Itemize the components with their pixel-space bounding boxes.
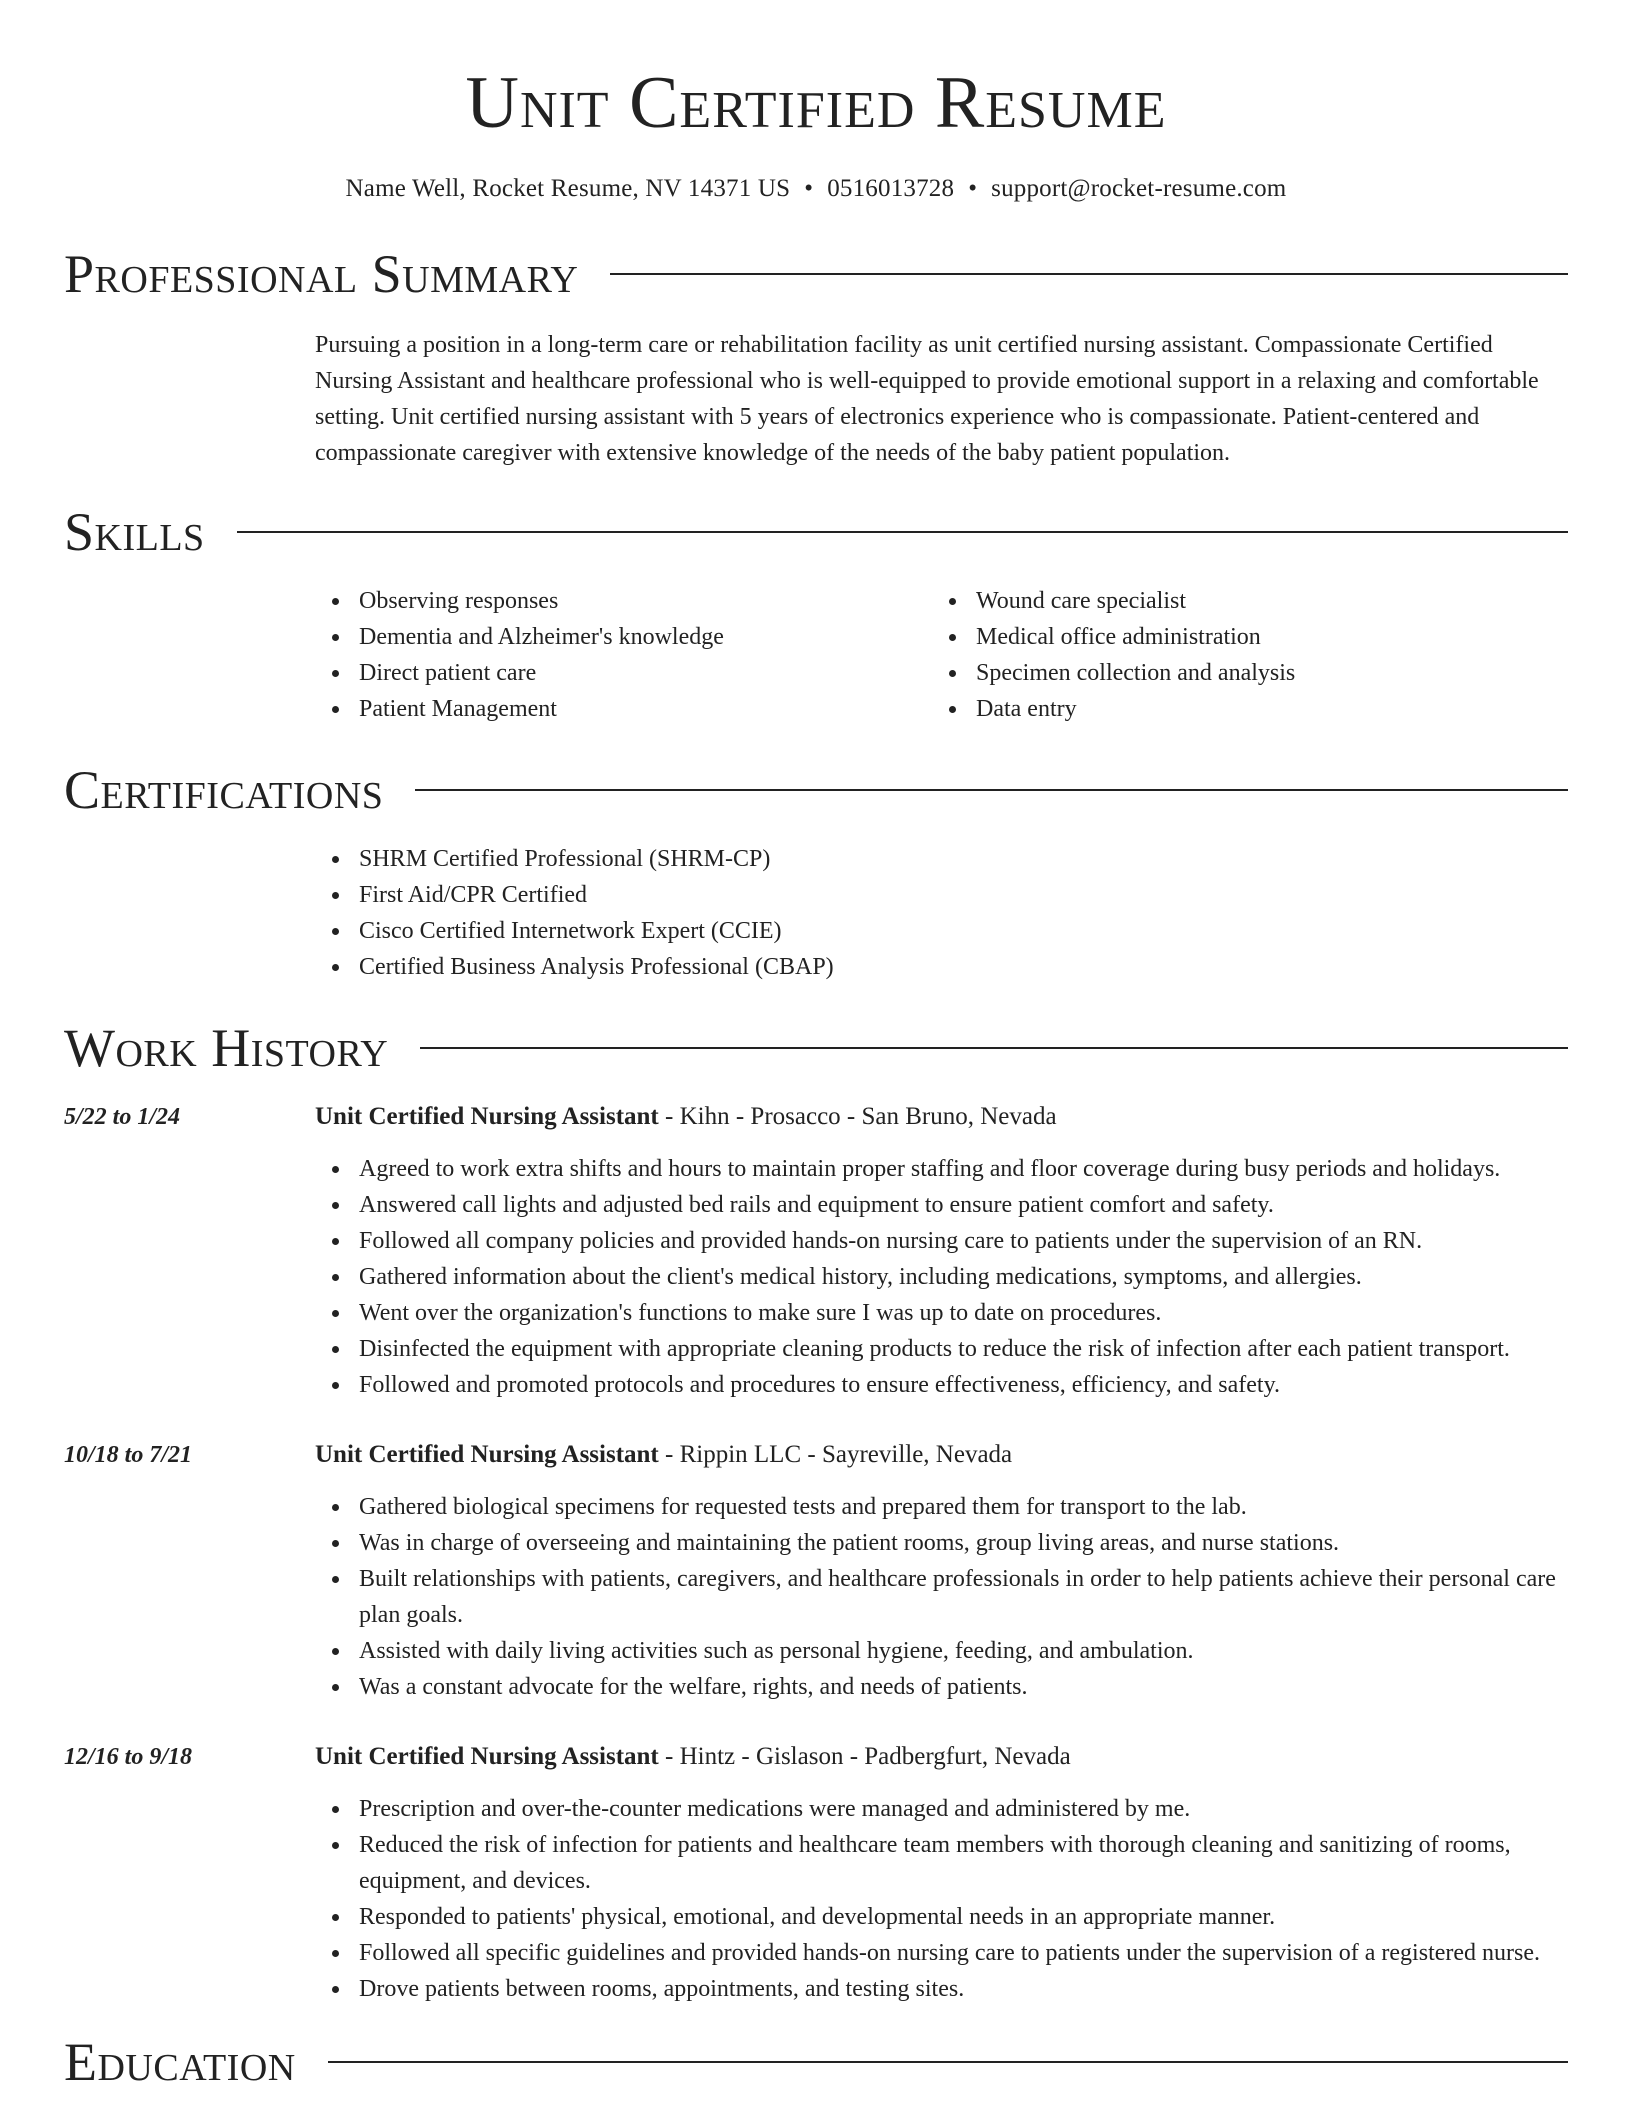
certifications-content: [315, 841, 1568, 985]
job-bullet: Assisted with daily living activities such as personal hygiene, feeding, and ambulation.: [315, 1633, 1568, 1669]
job-dates: 5/22 to 1/24: [64, 1104, 181, 1130]
contact-separator: •: [968, 175, 978, 202]
job-bullet: Was in charge of overseeing and maintaining the patient rooms, group living areas, and nurse stations.: [315, 1525, 1568, 1561]
section-skills-heading: Skills: [64, 502, 205, 562]
contact-email: support@rocket-resume.com: [991, 175, 1287, 202]
skill-item: Observing responses: [315, 583, 932, 619]
skill-item: Wound care specialist: [932, 583, 1549, 619]
skill-item: Medical office administration: [932, 619, 1549, 655]
job-bullet: Prescription and over-the-counter medications were managed and administered by me.: [315, 1791, 1568, 1827]
job-title-line: [315, 1099, 1568, 1135]
job-bullet: Followed all company policies and provided hands-on nursing care to patients under the supervision of an RN.: [315, 1223, 1568, 1259]
job-bullet: Gathered information about the client's medical history, including medications, symptoms, and allergies.: [315, 1259, 1568, 1295]
job-bullet: Built relationships with patients, caregivers, and healthcare professionals in order to help patients achieve their personal care plan goals.: [315, 1561, 1568, 1633]
section-divider: [420, 1047, 1568, 1049]
resume-title: Unit Certified Resume: [465, 62, 1167, 144]
certification-item: SHRM Certified Professional (SHRM-CP): [315, 841, 1568, 877]
job-bullets: [315, 1151, 1568, 1403]
section-divider: [415, 789, 1568, 791]
skill-item: Patient Management: [315, 691, 932, 727]
job-bullet: Drove patients between rooms, appointments, and testing sites.: [315, 1971, 1568, 2007]
section-education-heading: Education: [64, 2032, 296, 2092]
job-title-line: [315, 1437, 1568, 1473]
job-bullet: Followed and promoted protocols and procedures to ensure effectiveness, efficiency, and safety.: [315, 1367, 1568, 1403]
job-entry: [64, 1739, 1568, 2007]
contact-phone: 0516013728: [827, 175, 955, 202]
skills-list-left: [315, 583, 932, 727]
summary-text: Pursuing a position in a long-term care or rehabilitation facility as unit certified nursing assistant. Compassionate Certified Nursing Assistant and healthcare professional who is well-equipped to provide emotional support in a relaxing and comfortable setting. Unit certified nursing assistant with 5 years of electronics experience who is compassionate. Patient-centered and compassionate caregiver with extensive knowledge of the needs of the baby patient population.: [315, 332, 1539, 466]
job-body: [315, 1099, 1568, 1403]
skill-item: Dementia and Alzheimer's knowledge: [315, 619, 932, 655]
resume-page: [64, 0, 1568, 2097]
job-dates: 12/16 to 9/18: [64, 1744, 193, 1770]
job-bullet: Answered call lights and adjusted bed rails and equipment to ensure patient comfort and safety.: [315, 1187, 1568, 1223]
job-body: [315, 1437, 1568, 1705]
certification-item: Cisco Certified Internetwork Expert (CCIE): [315, 913, 1568, 949]
section-work-heading: Work History: [64, 1018, 389, 1078]
certification-item: Certified Business Analysis Professional (CBAP): [315, 949, 1568, 985]
job-entry: [64, 1099, 1568, 1403]
section-divider: [328, 2061, 1568, 2063]
job-dates: 10/18 to 7/21: [64, 1442, 193, 1468]
job-employer: - Kihn - Prosacco - San Bruno, Nevada: [658, 1103, 1057, 1130]
section-education-header: [64, 2027, 1568, 2097]
section-work-header: [64, 1013, 1568, 1083]
job-bullets: [315, 1791, 1568, 2007]
job-role: Unit Certified Nursing Assistant: [315, 1743, 659, 1770]
section-divider: [237, 531, 1568, 533]
job-body: [315, 1739, 1568, 2007]
certification-item: First Aid/CPR Certified: [315, 877, 1568, 913]
job-employer: - Hintz - Gislason - Padbergfurt, Nevada: [658, 1743, 1071, 1770]
contact-line: [64, 172, 1568, 206]
certifications-list: [315, 841, 1568, 985]
skill-item: Data entry: [932, 691, 1549, 727]
section-certifications-heading: Certifications: [64, 760, 384, 820]
skills-grid: [315, 583, 1568, 727]
section-summary-header: [64, 239, 1568, 309]
job-bullet: Followed all specific guidelines and provided hands-on nursing care to patients under the supervision of a registered nurse.: [315, 1935, 1568, 1971]
job-bullet: Agreed to work extra shifts and hours to maintain proper staffing and floor coverage during busy periods and holidays.: [315, 1151, 1568, 1187]
skill-item: Specimen collection and analysis: [932, 655, 1549, 691]
job-role: Unit Certified Nursing Assistant: [315, 1441, 659, 1468]
section-divider: [610, 273, 1568, 275]
skill-item: Direct patient care: [315, 655, 932, 691]
job-bullet: Responded to patients' physical, emotional, and developmental needs in an appropriate manner.: [315, 1899, 1568, 1935]
section-summary-heading: Professional Summary: [64, 244, 579, 304]
job-bullets: [315, 1489, 1568, 1705]
job-bullet: Disinfected the equipment with appropriate cleaning products to reduce the risk of infection after each patient transport.: [315, 1331, 1568, 1367]
job-title-line: [315, 1739, 1568, 1775]
job-entry: [64, 1437, 1568, 1705]
section-skills-header: [64, 497, 1568, 567]
job-bullet: Reduced the risk of infection for patients and healthcare team members with thorough cleaning and sanitizing of rooms, equipment, and devices.: [315, 1827, 1568, 1899]
contact-separator: •: [804, 175, 814, 202]
job-bullet: Gathered biological specimens for requested tests and prepared them for transport to the lab.: [315, 1489, 1568, 1525]
job-bullet: Was a constant advocate for the welfare, rights, and needs of patients.: [315, 1669, 1568, 1705]
job-role: Unit Certified Nursing Assistant: [315, 1103, 659, 1130]
section-certifications-header: [64, 755, 1568, 825]
job-employer: - Rippin LLC - Sayreville, Nevada: [658, 1441, 1013, 1468]
skills-list-right: [932, 583, 1549, 727]
contact-address: Name Well, Rocket Resume, NV 14371 US: [345, 175, 791, 202]
job-bullet: Went over the organization's functions to make sure I was up to date on procedures.: [315, 1295, 1568, 1331]
